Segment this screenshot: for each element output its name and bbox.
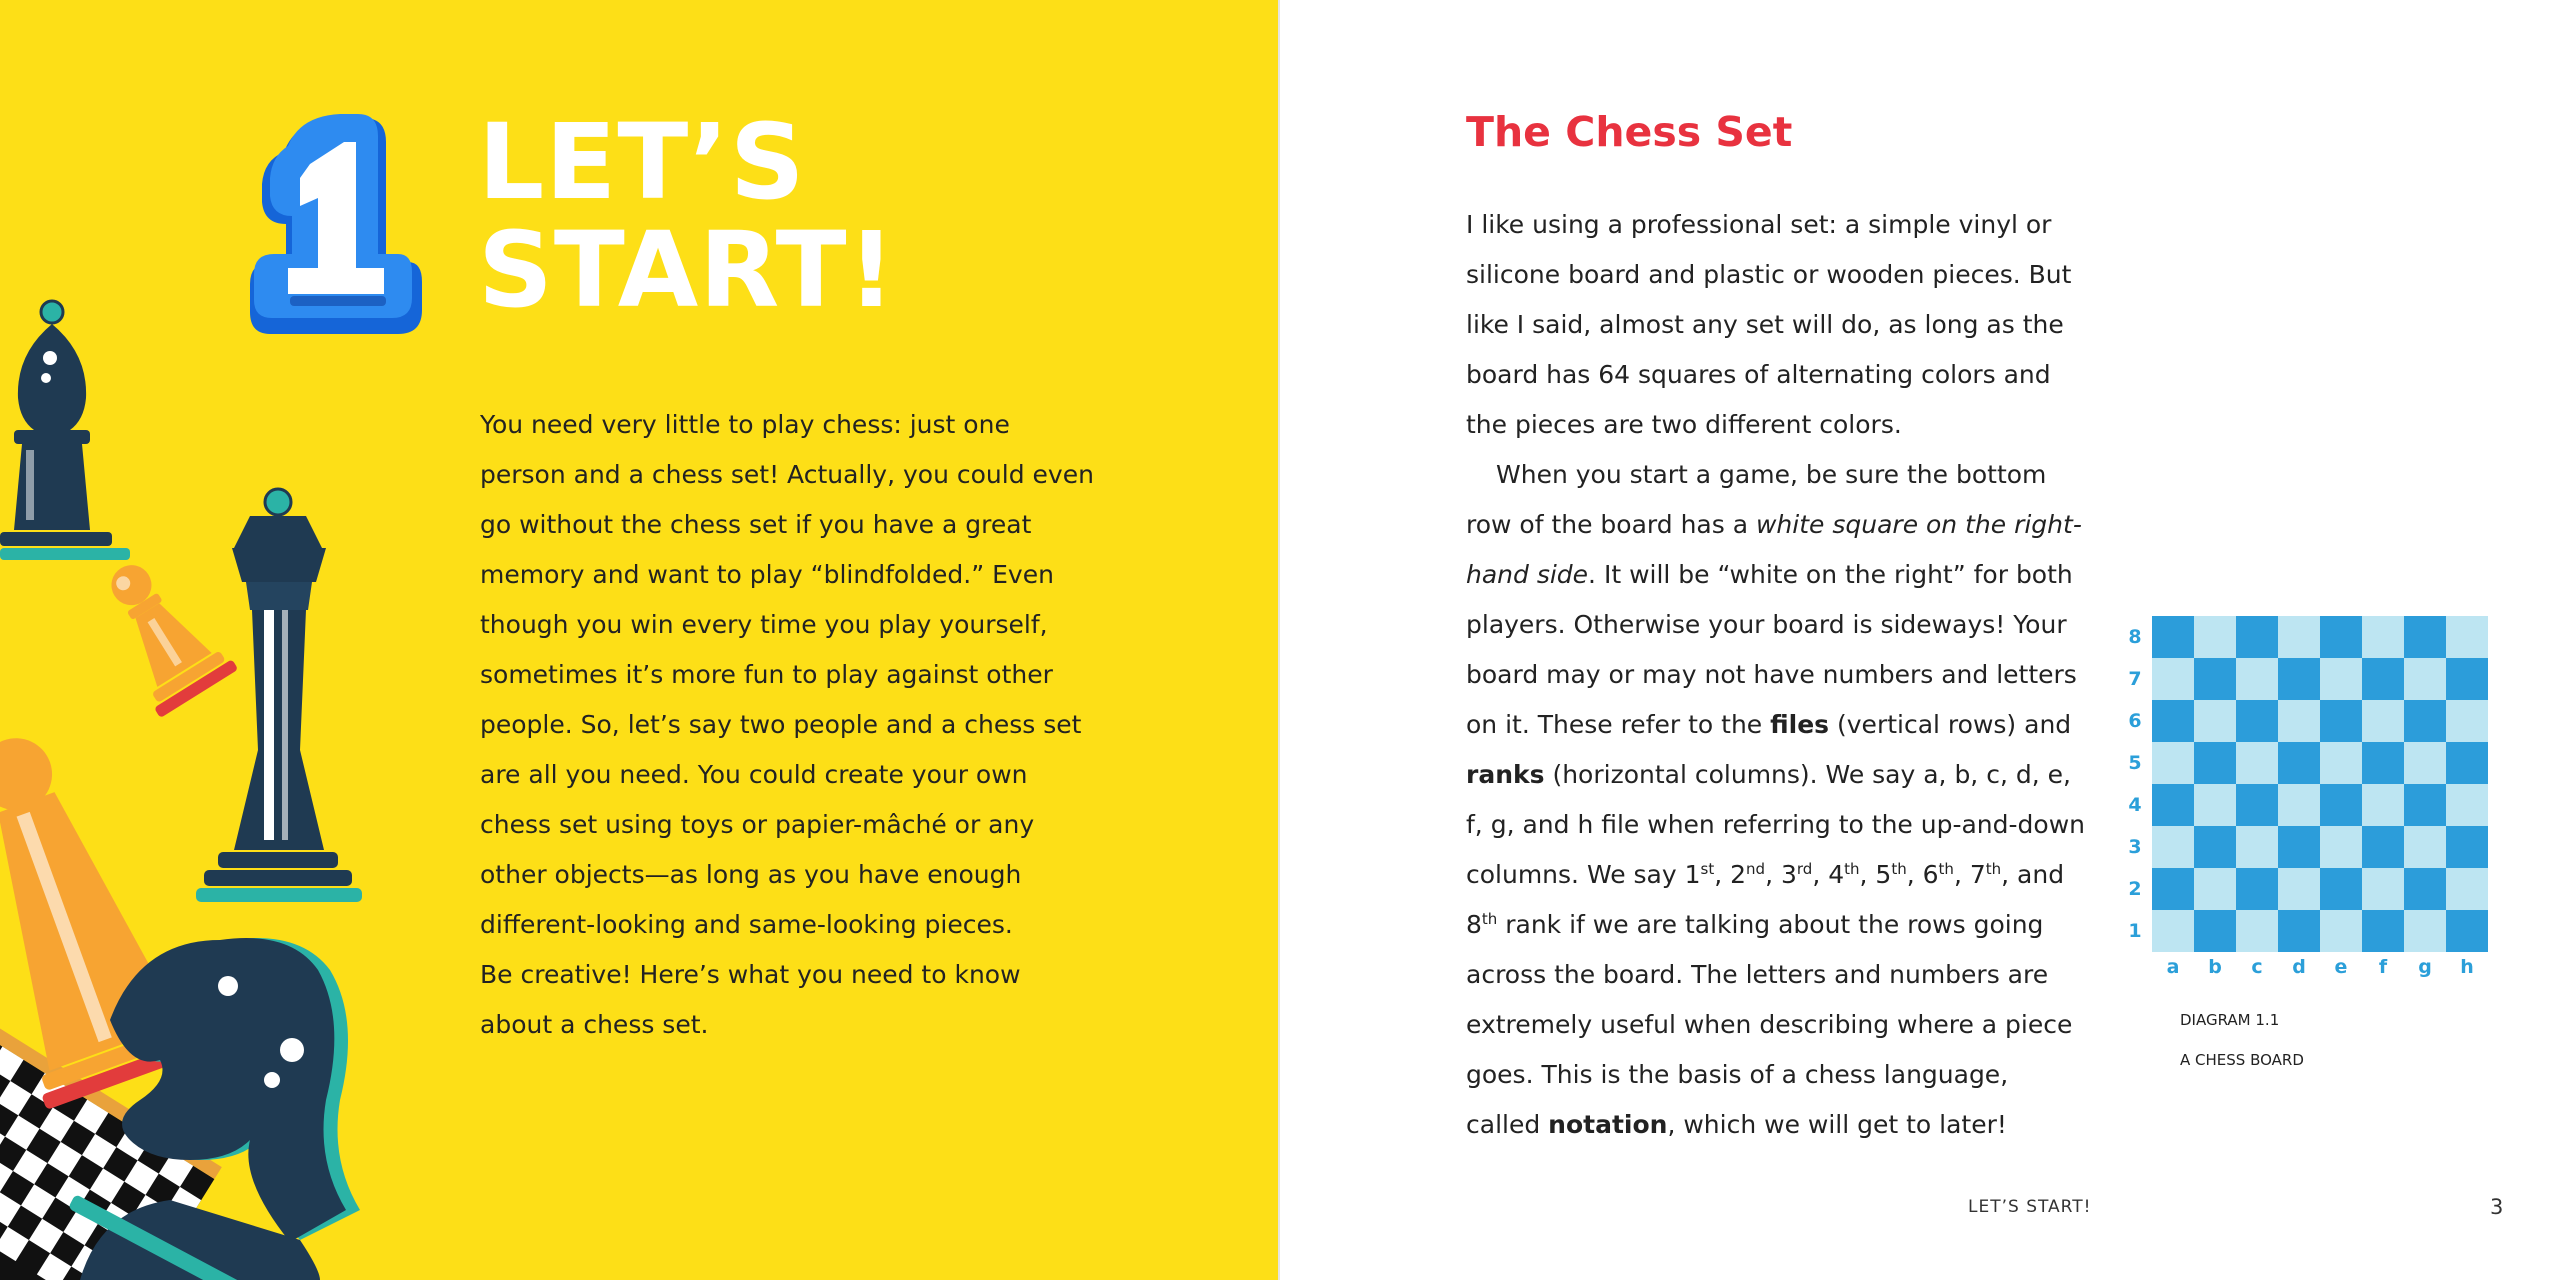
board-square-b3 [2194,826,2236,868]
board-square-e5 [2320,742,2362,784]
paragraph-board-orientation [1466,450,2086,1150]
right-body-text [1466,200,2086,1150]
board-square-d2 [2278,868,2320,910]
running-footer: LET’S START! [1968,1197,2092,1217]
board-square-c3 [2236,826,2278,868]
board-square-f1 [2362,910,2404,952]
file-label: f [2378,956,2388,978]
diagram-number: DIAGRAM 1.1 [2180,1011,2280,1029]
board-square-d4 [2278,784,2320,826]
board-square-b2 [2194,868,2236,910]
board-square-a6 [2152,700,2194,742]
board-square-d1 [2278,910,2320,952]
rank-labels [2120,616,2150,952]
board-square-c7 [2236,658,2278,700]
text-run: , 6 [1906,860,1939,889]
board-square-b6 [2194,700,2236,742]
text-run: , 5 [1859,860,1892,889]
text-run: , 3 [1765,860,1797,889]
board-square-c4 [2236,784,2278,826]
board-square-c1 [2236,910,2278,952]
chess-queen-icon [196,489,362,902]
left-body-paragraph-2: Be creative! Here’s what you need to know about a chess set. [480,960,1021,1039]
emphasis-white-square: white square on the right-hand side [1466,510,2082,589]
board-square-g2 [2404,868,2446,910]
board-square-e6 [2320,700,2362,742]
board-square-h2 [2446,868,2488,910]
board-square-f6 [2362,700,2404,742]
board-square-d6 [2278,700,2320,742]
ordinal-suffix: st [1700,860,1715,878]
board-square-h1 [2446,910,2488,952]
chess-board-diagram [2120,612,2520,1072]
board-square-f3 [2362,826,2404,868]
text-run: . It will be “white on the right” for both players. Otherwise your board is sideways! Your board may or may not have numbers and letters on it. These refer to the [1466,560,2077,739]
file-label: e [2334,956,2348,978]
board-square-f5 [2362,742,2404,784]
rank-label: 7 [2128,668,2142,690]
board-square-h3 [2446,826,2488,868]
term-files: files [1770,710,1830,739]
chapter-title [478,101,897,331]
right-page [1280,0,2560,1280]
rank-label: 1 [2128,920,2142,942]
text-run: , 7 [1953,860,1986,889]
section-title: The Chess Set [1466,108,1793,156]
file-label: b [2208,956,2222,978]
board-square-h4 [2446,784,2488,826]
text-run: When you start a game, be sure the bottom row of the board has a [1466,460,2047,539]
board-square-h8 [2446,616,2488,658]
board-square-d7 [2278,658,2320,700]
term-notation: notation [1548,1110,1668,1139]
board-square-g3 [2404,826,2446,868]
board-square-f7 [2362,658,2404,700]
board-square-a4 [2152,784,2194,826]
file-label: h [2460,956,2474,978]
file-label: a [2166,956,2180,978]
board-square-f4 [2362,784,2404,826]
ordinal-suffix: nd [1746,860,1766,878]
ordinal-suffix: th [1891,860,1907,878]
ordinal-suffix: th [1481,910,1498,928]
board-square-f8 [2362,616,2404,658]
board-square-e3 [2320,826,2362,868]
rank-label: 4 [2128,794,2142,816]
board-square-a5 [2152,742,2194,784]
board-square-c8 [2236,616,2278,658]
board-square-b7 [2194,658,2236,700]
board-square-b4 [2194,784,2236,826]
rank-label: 6 [2128,710,2142,732]
board-square-a1 [2152,910,2194,952]
left-body-paragraph-1: You need very little to play chess: just one person and a chess set! Actually, you could even go without the chess set if you have a great memory and want to play “blindfolded.” Even though you win every time you play yourself, sometimes it’s more fun to play against other people. So, let’s say two people and a chess set are all you need. You could create your own chess set using toys or papier-mâché or any other objects—as long as you have enough different-looking and same-looking pieces. [480,410,1094,939]
paragraph-chess-set-intro: I like using a professional set: a simple vinyl or silicone board and plastic or wooden pieces. But like I said, almost any set will do, as long as the board has 64 squares of alternating colors and the pieces are two different colors. [1466,210,2072,439]
board-square-g5 [2404,742,2446,784]
board-square-e2 [2320,868,2362,910]
text-run: , and 8 [1466,860,2065,939]
board-square-g6 [2404,700,2446,742]
file-labels [2152,956,2488,978]
board-square-d3 [2278,826,2320,868]
board-square-e7 [2320,658,2362,700]
board-square-g4 [2404,784,2446,826]
board-square-c6 [2236,700,2278,742]
rank-label: 5 [2128,752,2142,774]
ordinal-suffix: th [1938,860,1954,878]
text-run: , which we will get to later! [1667,1110,2007,1139]
board-square-h6 [2446,700,2488,742]
term-ranks: ranks [1466,760,1545,789]
ordinal-suffix: rd [1796,860,1813,878]
board-square-g7 [2404,658,2446,700]
text-run: , 2 [1714,860,1747,889]
rank-label: 2 [2128,878,2142,900]
chess-board-grid [2152,616,2488,952]
board-square-g1 [2404,910,2446,952]
board-square-b1 [2194,910,2236,952]
chapter-title-line2: START! [478,209,897,331]
board-square-a2 [2152,868,2194,910]
file-label: c [2251,956,2263,978]
board-square-b5 [2194,742,2236,784]
left-body-text [480,400,1100,1050]
board-square-e4 [2320,784,2362,826]
ordinal-suffix: th [1844,860,1860,878]
board-square-b8 [2194,616,2236,658]
rank-label: 8 [2128,626,2142,648]
chapter-title-line1: LET’S [478,101,806,223]
board-square-d5 [2278,742,2320,784]
text-run: (horizontal columns). We say a, b, c, d, e, f, g, and h file when referring to the up-and-down columns. We say 1 [1466,760,2085,889]
board-square-c2 [2236,868,2278,910]
text-run: (vertical rows) and [1829,710,2072,739]
board-square-e8 [2320,616,2362,658]
board-square-e1 [2320,910,2362,952]
board-square-g8 [2404,616,2446,658]
page-number: 3 [2490,1195,2504,1219]
diagram-caption [2180,1000,2304,1080]
board-square-h7 [2446,658,2488,700]
board-square-c5 [2236,742,2278,784]
diagram-title: A CHESS BOARD [2180,1051,2304,1069]
text-run: rank if we are talking about the rows going across the board. The letters and numbers are extremely useful when describing where a piece goes. This is the basis of a chess language, called [1466,910,2073,1139]
chess-pieces-illustration [0,280,420,1280]
board-square-f2 [2362,868,2404,910]
board-square-h5 [2446,742,2488,784]
board-square-d8 [2278,616,2320,658]
text-run: , 4 [1812,860,1845,889]
board-square-a7 [2152,658,2194,700]
file-label: g [2418,956,2432,978]
rank-label: 3 [2128,836,2142,858]
board-square-a3 [2152,826,2194,868]
ordinal-suffix: th [1985,860,2002,878]
chess-pawn-icon [82,544,238,718]
chess-bishop-icon [0,301,130,560]
file-label: d [2292,956,2306,978]
board-square-a8 [2152,616,2194,658]
